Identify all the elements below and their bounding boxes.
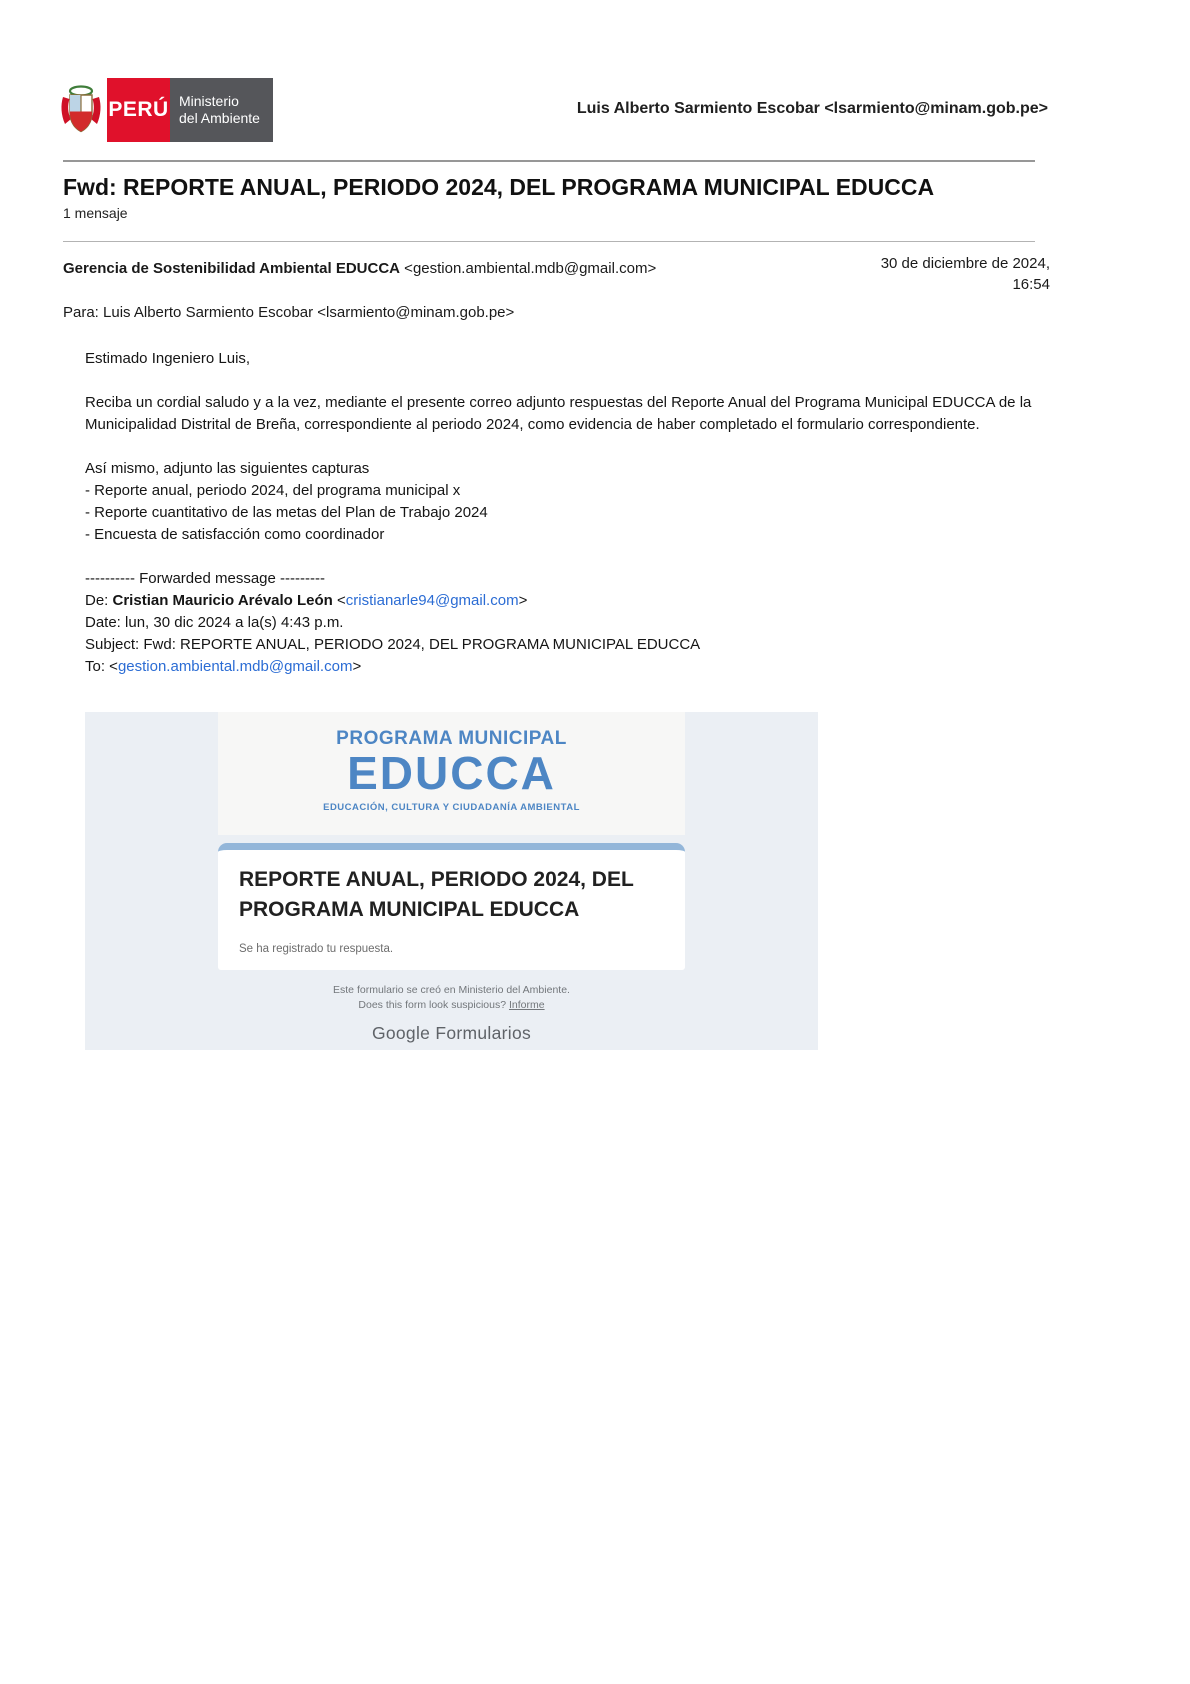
form-screenshot bbox=[85, 712, 818, 1050]
spacer bbox=[85, 546, 1045, 568]
sender-name: Gerencia de Sostenibilidad Ambiental EDUCCA bbox=[63, 260, 401, 277]
sender-identity bbox=[63, 253, 656, 295]
coat-of-arms-graphic bbox=[59, 84, 103, 136]
message-count: 1 mensaje bbox=[63, 205, 128, 221]
educca-logo-card bbox=[218, 712, 685, 835]
forwarded-to-email-link[interactable]: gestion.ambiental.mdb@gmail.com bbox=[117, 658, 353, 675]
forwarded-from-label: De: bbox=[85, 592, 113, 609]
form-footer-line2 bbox=[85, 998, 818, 1013]
list-item: - Reporte anual, periodo 2024, del programa municipal x bbox=[85, 482, 461, 499]
sender-email: <gestion.ambiental.mdb@gmail.com> bbox=[400, 260, 657, 277]
message-date-line2: 16:54 bbox=[1012, 276, 1050, 293]
list-item: - Encuesta de satisfacción como coordinador bbox=[85, 526, 385, 543]
form-response-card bbox=[218, 843, 685, 970]
forwarded-subject-line: Subject: Fwd: REPORTE ANUAL, PERIODO 2024, DEL PROGRAMA MUNICIPAL EDUCCA bbox=[85, 636, 701, 653]
forwarded-from-name: Cristian Mauricio Arévalo León bbox=[112, 592, 333, 609]
angle-bracket: > bbox=[518, 592, 528, 609]
forwarded-date-line: Date: lun, 30 dic 2024 a la(s) 4:43 p.m. bbox=[85, 614, 344, 631]
account-owner: Luis Alberto Sarmiento Escobar <lsarmiento@minam.gob.pe> bbox=[576, 100, 1048, 117]
forwarded-from-email-link[interactable]: cristianarle94@gmail.com bbox=[345, 592, 519, 609]
attachments-intro: Así mismo, adjunto las siguientes capturas bbox=[85, 460, 370, 477]
report-abuse-link[interactable]: Informe bbox=[508, 999, 545, 1011]
recipient-line: Para: Luis Alberto Sarmiento Escobar <lsarmiento@minam.gob.pe> bbox=[63, 304, 515, 321]
greeting: Estimado Ingeniero Luis, bbox=[85, 350, 251, 367]
forwarded-divider: ---------- Forwarded message --------- bbox=[85, 570, 325, 587]
angle-bracket: > bbox=[352, 658, 362, 675]
angle-bracket: < bbox=[332, 592, 346, 609]
forwarded-from-line bbox=[85, 590, 1045, 612]
spacer bbox=[85, 370, 1045, 392]
subject-divider bbox=[63, 241, 1035, 242]
thread-subject: Fwd: REPORTE ANUAL, PERIODO 2024, DEL PROGRAMA MUNICIPAL EDUCCA bbox=[63, 174, 935, 200]
form-title: REPORTE ANUAL, PERIODO 2024, DEL PROGRAMA MUNICIPAL EDUCCA bbox=[239, 868, 634, 921]
google-forms-brand: Google Formularios bbox=[371, 1023, 532, 1043]
message-date-line1: 30 de diciembre de 2024, bbox=[880, 255, 1050, 272]
logo-ministry-label bbox=[170, 78, 273, 142]
form-footer bbox=[85, 983, 818, 1013]
educca-logo-tagline: EDUCACIÓN, CULTURA Y CIUDADANÍA AMBIENTAL bbox=[323, 802, 580, 813]
educca-logo-wordmark: EDUCCA bbox=[347, 747, 556, 799]
minam-logo bbox=[55, 78, 273, 142]
forwarded-to-label: To: < bbox=[85, 658, 118, 675]
logo-peru-label: PERÚ bbox=[107, 78, 170, 142]
logo-ministry-line1: Ministerio bbox=[179, 93, 239, 109]
list-item: - Reporte cuantitativo de las metas del Plan de Trabajo 2024 bbox=[85, 504, 488, 521]
top-divider bbox=[63, 160, 1035, 162]
message-body bbox=[85, 348, 1045, 1050]
educca-logo-line1: PROGRAMA MUNICIPAL bbox=[336, 728, 567, 749]
body-paragraph: Reciba un cordial saludo y a la vez, mediante el presente correo adjunto respuestas del Reporte Anual del Programa Municipal EDUCCA de la Municipalidad Distrital de Breña, correspondiente al periodo 2024, como evidencia de haber completado el formulario correspondiente. bbox=[85, 394, 1032, 433]
form-footer-suspicious-text: Does this form look suspicious? bbox=[358, 999, 509, 1011]
header bbox=[0, 0, 1190, 142]
logo-ministry-line2: del Ambiente bbox=[179, 110, 260, 126]
message-date bbox=[881, 253, 1050, 295]
spacer bbox=[85, 436, 1045, 458]
peru-coat-of-arms-icon bbox=[55, 78, 107, 142]
form-confirmation-text: Se ha registrado tu respuesta. bbox=[239, 943, 394, 955]
sender-row bbox=[63, 253, 1050, 295]
forwarded-to-line bbox=[85, 656, 1045, 678]
form-footer-line1: Este formulario se creó en Ministerio del Ambiente. bbox=[333, 984, 570, 996]
